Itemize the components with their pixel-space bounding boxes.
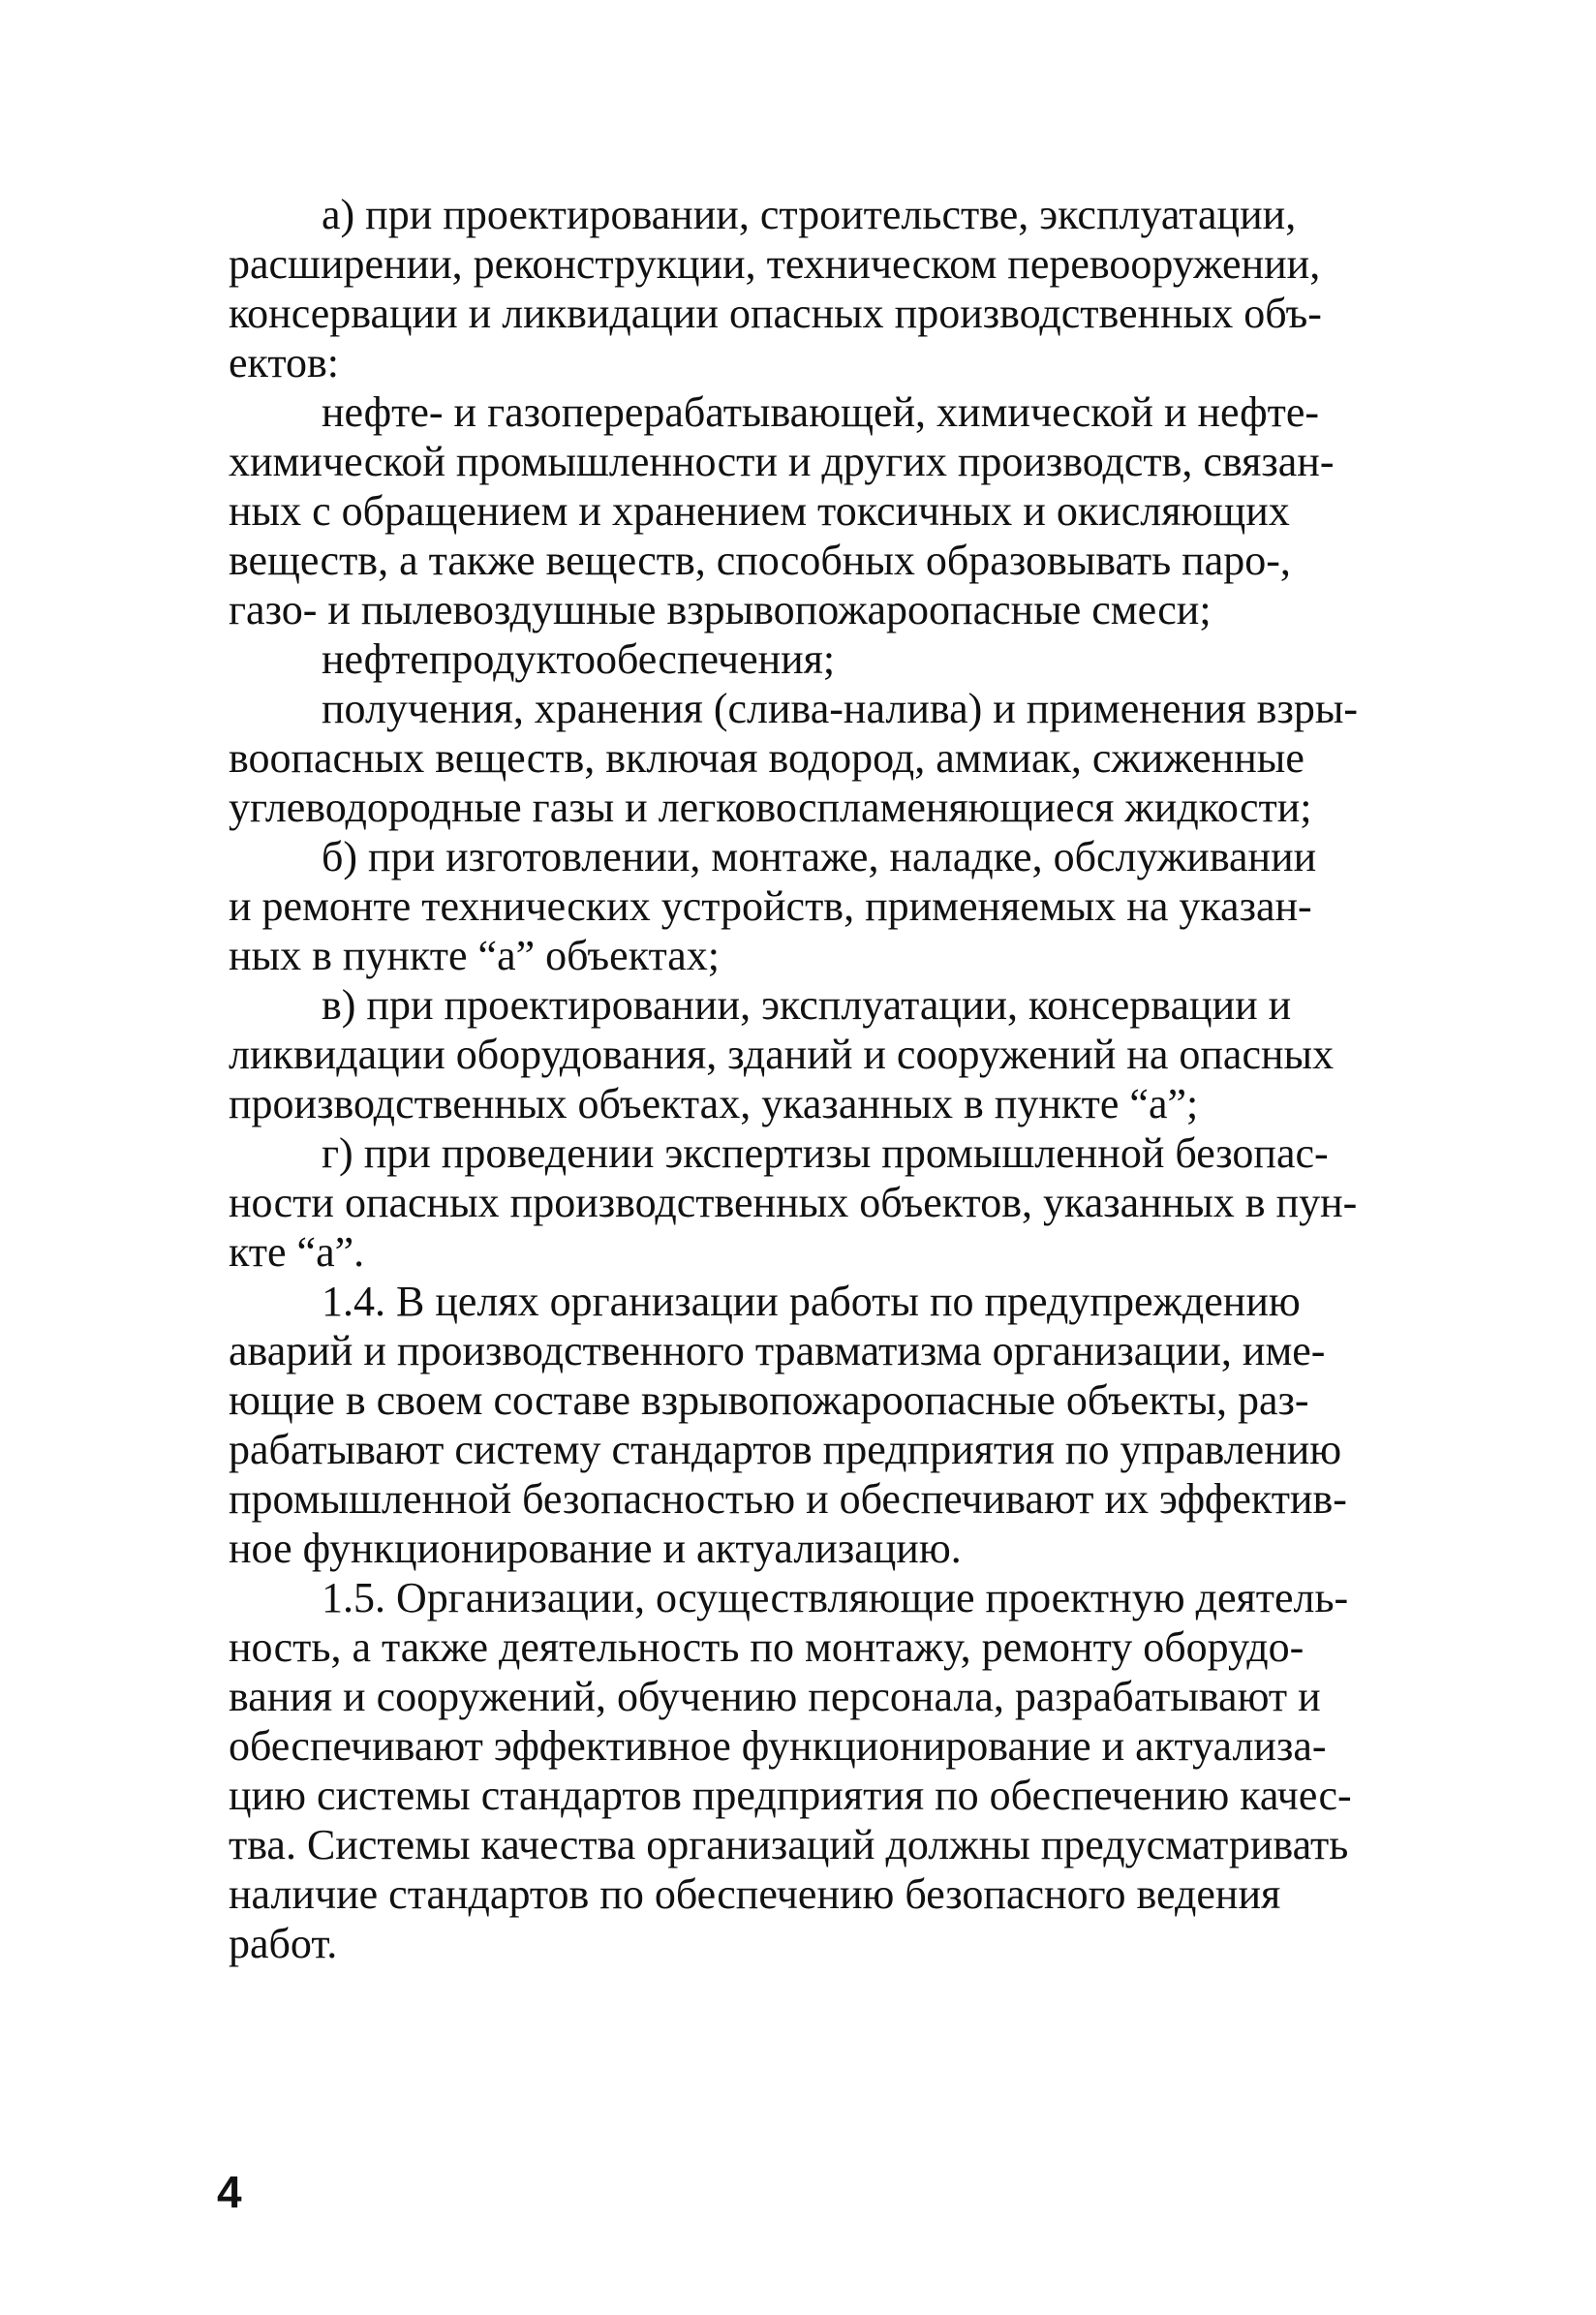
text-line: углеводородные газы и легковоспламеняющиеся жидкости;: [229, 784, 1312, 831]
text-line: веществ, а также веществ, способных образовывать паро-,: [229, 537, 1291, 584]
text-line: химической промышленности и других производств, связан-: [229, 438, 1335, 485]
page-number: 4: [217, 2167, 242, 2217]
text-line: нефтепродуктообеспечения;: [322, 635, 836, 683]
text-line: аварий и производственного травматизма организации, име-: [229, 1327, 1326, 1374]
text-line: ектов:: [229, 339, 339, 386]
text-line: цию системы стандартов предприятия по обеспечению качес-: [229, 1772, 1352, 1819]
text-line: и ремонте технических устройств, применяемых на указан-: [229, 882, 1312, 930]
text-line: кте “а”.: [229, 1228, 365, 1276]
paragraph-b: [229, 832, 1478, 980]
text-line: работ.: [229, 1920, 338, 1967]
text-line: наличие стандартов по обеспечению безопасного ведения: [229, 1870, 1281, 1918]
text-line: вания и сооружений, обучению персонала, разрабатывают и: [229, 1673, 1321, 1720]
text-line: в) при проектировании, эксплуатации, консервации и: [322, 981, 1292, 1029]
text-line: воопасных веществ, включая водород, аммиак, сжиженные: [229, 734, 1304, 782]
paragraph-g: [229, 1128, 1478, 1277]
text-line: ность, а также деятельность по монтажу, ремонту оборудо-: [229, 1623, 1304, 1671]
paragraph-1-4: [229, 1277, 1478, 1573]
paragraph-explosives: [229, 684, 1478, 832]
text-line: а) при проектировании, строительстве, эксплуатации,: [322, 191, 1297, 238]
paragraph-1-5: [229, 1573, 1478, 1968]
text-line: ликвидации оборудования, зданий и сооружений на опасных: [229, 1031, 1335, 1078]
text-line: ных с обращением и хранением токсичных и окисляющих: [229, 487, 1290, 535]
text-line: г) при проведении экспертизы промышленной безопас-: [322, 1129, 1329, 1177]
text-line: б) при изготовлении, монтаже, наладке, обслуживании: [322, 833, 1317, 880]
text-line: 1.4. В целях организации работы по предупреждению: [322, 1278, 1301, 1325]
text-line: ное функционирование и актуализацию.: [229, 1525, 962, 1572]
paragraph-oil-supply: [229, 634, 1478, 684]
text-line: нефте- и газоперерабатывающей, химической и нефте-: [322, 388, 1320, 436]
paragraph-v: [229, 980, 1478, 1128]
text-line: обеспечивают эффективное функционирование и актуализа-: [229, 1722, 1327, 1770]
text-line: газо- и пылевоздушные взрывопожароопасные смеси;: [229, 586, 1212, 633]
page-body: [229, 190, 1478, 1968]
paragraph-a: [229, 190, 1478, 387]
text-line: ющие в своем составе взрывопожароопасные объекты, раз-: [229, 1376, 1309, 1424]
text-line: 1.5. Организации, осуществляющие проектную деятель-: [322, 1574, 1349, 1621]
text-line: промышленной безопасностью и обеспечивают их эффектив-: [229, 1475, 1347, 1523]
text-line: тва. Системы качества организаций должны предусматривать: [229, 1821, 1349, 1868]
text-line: консервации и ликвидации опасных производственных объ-: [229, 290, 1322, 337]
text-line: ности опасных производственных объектов, указанных в пун-: [229, 1179, 1358, 1226]
paragraph-oil-gas: [229, 387, 1478, 634]
text-line: расширении, реконструкции, техническом перевооружении,: [229, 240, 1321, 288]
text-line: производственных объектах, указанных в пункте “а”;: [229, 1080, 1199, 1127]
text-line: ных в пункте “а” объектах;: [229, 932, 721, 979]
text-line: рабатывают систему стандартов предприятия по управлению: [229, 1426, 1342, 1473]
text-line: получения, хранения (слива-налива) и применения взры-: [322, 685, 1359, 732]
